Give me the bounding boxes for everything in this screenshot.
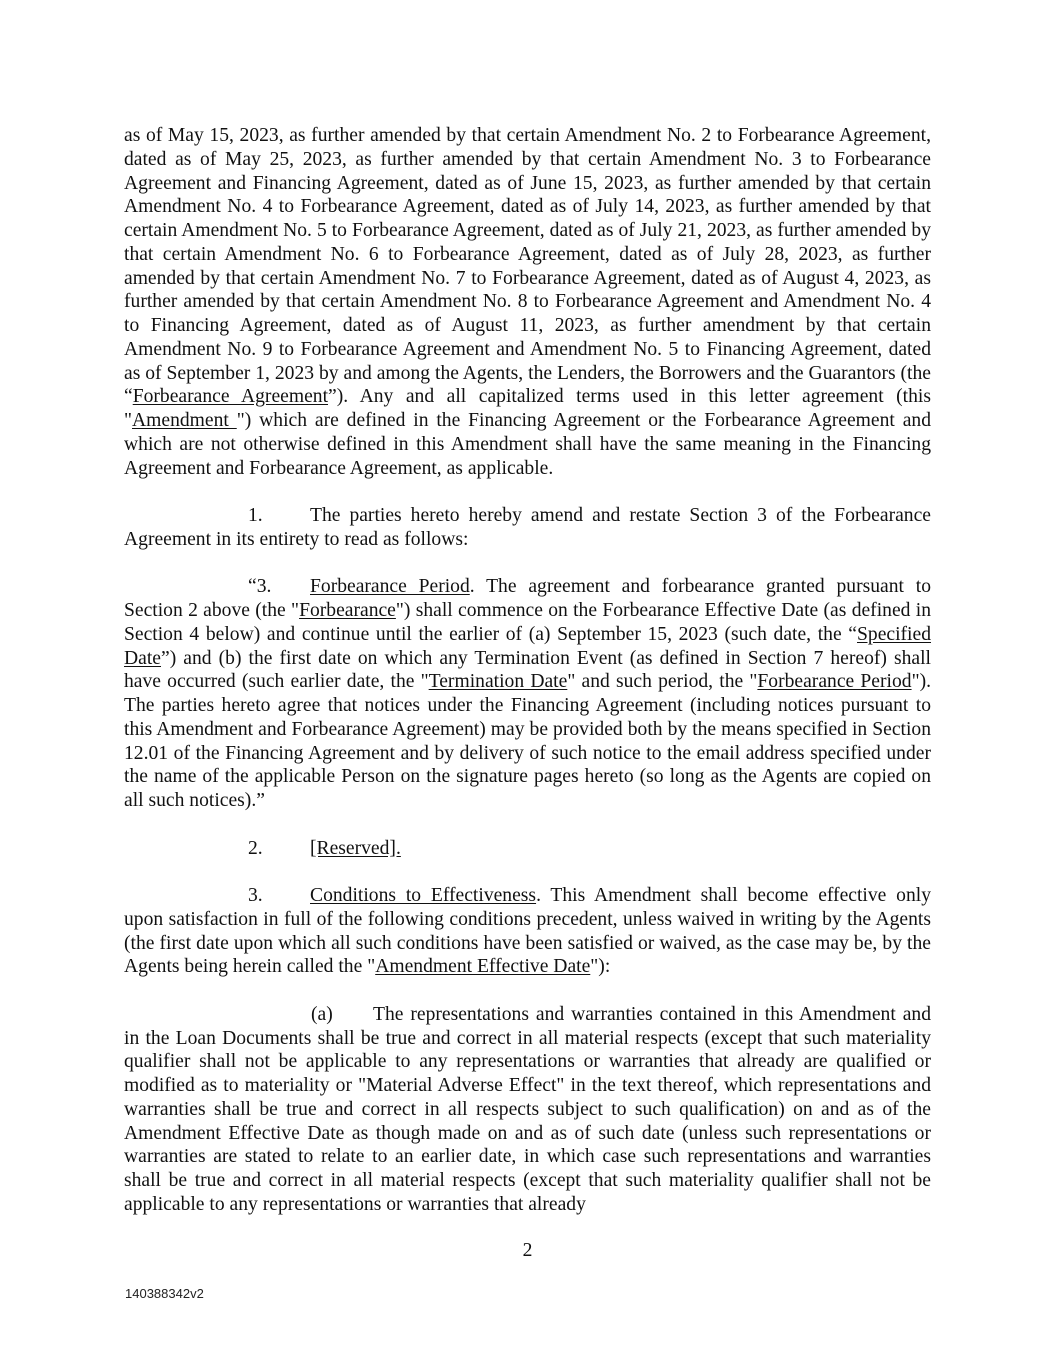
defined-term-termination-date: Termination Date [428,671,568,693]
quoted-section-3-paragraph: “3. Forbearance Period. The agreement and forbearance granted pursuant to Section 2 above (the "Forbearance") shall commence on the Forbearance Effective Date (as defined in Section 4 below) and continue until the earlier of (a) September 15, 2023 (such date, the “Specified Date”) and (b) the first date on which any Termination Event (as defined in Section 7 hereof) shall have occurred (such earlier date, the "Termination Date" and such period, the "Forbearance Period"). The parties hereto agree that notices under the Financing Agreement (including notices pursuant to this Amendment and Forbearance Agreement) may be provided both by the means specified in Section 12.01 of the Financing Agreement and by delivery of such notice to the email address specified under the name of the applicable Person on the signature pages hereto (so long as the Agents are copied on all such notices).” [124,576,931,811]
defined-term-amendment-effective-date: Amendment Effective Date [375,956,591,978]
defined-term-forbearance-agreement: Forbearance Agreement [132,386,329,408]
section-heading-conditions: Conditions to Effectiveness [310,885,537,906]
section-3a-paragraph: (a) The representations and warranties contained in this Amendment and in the Loan Documents shall be true and correct in all material respects (except that such materiality qualifier shall not be applicable to any representations or warranties that already are qualified or modified as to materiality or "Material Adverse Effect" in the text thereof, which representations and warranties shall be true and correct in all respects subject to such qualification) on and as of the Amendment Effective Date as though made on and as of such date (unless such representations or warranties are stated to relate to an earlier date, in which case such representations and warranties shall be true and correct in all material respects (except that such materiality qualifier shall not be applicable to any representations or warranties that already [124,1003,931,1215]
defined-term-forbearance: Forbearance [299,600,396,621]
section-heading-forbearance-period: Forbearance Period [310,576,470,598]
defined-term-specified-date: Specified Date [124,623,931,669]
defined-term-forbearance-period: Forbearance Period [757,671,912,693]
section-2-number: 2. [248,837,263,859]
section-1-number: 1. [248,505,263,526]
section-heading-reserved: [Reserved]. [310,837,401,859]
document-page [124,124,931,1217]
defined-term-amendment: Amendment [132,410,237,431]
section-1-paragraph: 1. The parties hereto hereby amend and restate Section 3 of the Forbearance Agreement in its entirety to read as follows: [124,505,931,550]
section-3-paragraph: 3. Conditions to Effectiveness. This Amendment shall become effective only upon satisfaction in full of the following conditions precedent, unless waived in writing by the Agents (the first date upon which all such conditions have been satisfied or waived, as the case may be, by the Agents being herein called the "Amendment Effective Date"): [124,885,932,978]
quoted-section-3-number: “3. [248,576,272,598]
section-2-paragraph [124,837,931,861]
page-number: 2 [522,1240,533,1261]
section-3a-number: (a) [311,1003,333,1025]
section-3-number: 3. [248,885,263,906]
document-id: 140388342v2 [125,1286,204,1301]
intro-paragraph: as of May 15, 2023, as further amended by that certain Amendment No. 2 to Forbearance Agreement, dated as of May 25, 2023, as further amended by that certain Amendment No. 3 to Forbearance Agreement and Financing Agreement, dated as of June 15, 2023, as further amended by that certain Amendment No. 4 to Forbearance Agreement, dated as of July 14, 2023, as further amended by that certain Amendment No. 5 to Forbearance Agreement, dated as of July 21, 2023, as further amended by that certain Amendment No. 6 to Forbearance Agreement, dated as of July 28, 2023, as further amended by that certain Amendment No. 7 to Forbearance Agreement, dated as of August 4, 2023, as further amended by that certain Amendment No. 8 to Forbearance Agreement and Amendment No. 4 to Financing Agreement, dated as of August 11, 2023, as further amendment by that certain Amendment No. 9 to Forbearance Agreement and Amendment No. 5 to Financing Agreement, dated as of September 1, 2023 by and among the Agents, the Lenders, the Borrowers and the Guarantors (the “Forbearance Agreement”). Any and all capitalized terms used in this letter agreement (this "Amendment ") which are defined in the Financing Agreement or the Forbearance Agreement and which are not otherwise defined in this Amendment shall have the same meaning in the Financing Agreement and Forbearance Agreement, as applicable. [124,125,931,479]
